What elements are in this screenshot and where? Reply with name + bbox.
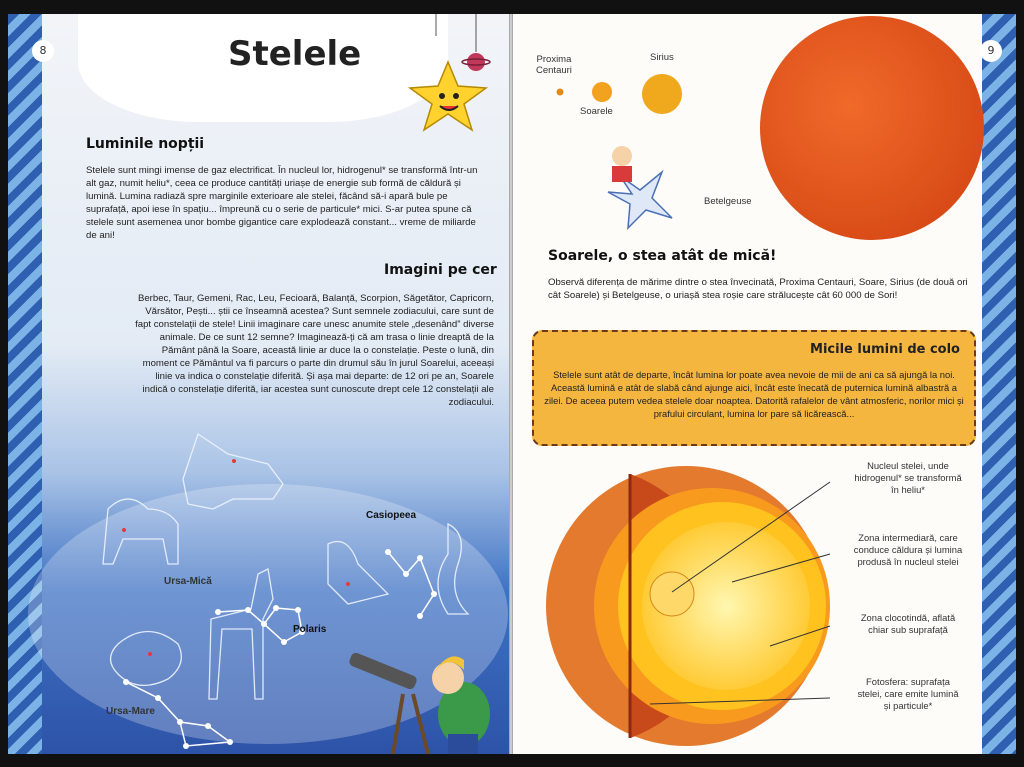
label-sirius: Sirius xyxy=(650,52,674,63)
page-number-left: 8 xyxy=(32,40,54,62)
page-title: Stelele xyxy=(228,34,362,74)
planet-icon xyxy=(467,53,485,71)
label-soarele: Soarele xyxy=(580,106,613,117)
heading-soarele-mica: Soarele, o stea atât de mică! xyxy=(548,248,777,264)
heading-imagini-pe-cer: Imagini pe cer xyxy=(384,262,497,278)
star-mascot-icon xyxy=(410,62,486,130)
left-page xyxy=(8,14,510,754)
moon-icon xyxy=(424,38,444,59)
proxima-centauri-star xyxy=(557,89,564,96)
label-polaris: Polaris xyxy=(293,624,327,635)
annotation-intermediate-zone: Zona intermediară, care conduce căldura și lumina produsă în nucleul stelei xyxy=(853,532,963,567)
label-ursa-mica: Ursa-Mică xyxy=(164,576,212,587)
label-ursa-mare: Ursa-Mare xyxy=(106,706,155,717)
paragraph-luminile-noptii: Stelele sunt mingi imense de gaz electrificat. În nucleul lor, hidrogenul* se transformă într-un alt gaz, numit heliu*, ceea ce produce cantități uriașe de energie sub formă de căldură și lumină. Lumina radiază spre marginile exterioare ale stelei, făcând să-i apară bule pe suprafață, apoi iese în spațiu... împreună cu o serie de particule* mici. S-ar putea spune că stelele sunt asemenea unor bombe gigantice care explodează constant... vreme de miliarde de ani! xyxy=(86,165,478,241)
sun-star xyxy=(592,82,612,102)
info-box-text: Stelele sunt atât de departe, încât lumina lor poate avea nevoie de mii de ani ca să ajungă la noi. Această lumină e atât de slabă când ajunge aici, încât este înecată de puternica lumină albastră a zilei. De aceea putem vedea stelele doar noaptea. Datorită rafalelor de vânt atmosferic, norilor mici și prafului circulant, lumina lor pare să licărească... xyxy=(544,369,964,419)
annotation-photosphere: Fotosfera: suprafața stelei, care emite lumină și particule* xyxy=(857,676,959,711)
info-box-title: Micile lumini de colo xyxy=(810,342,960,357)
paragraph-imagini-pe-cer: Berbec, Taur, Gemeni, Rac, Leu, Fecioară, Balanță, Scorpion, Săgetător, Capricorn, Vărsător, Pești... știi ce înseamnă acestea? Sunt semnele zodiacului, care sunt de fapt constelații de stele! Linii imaginare care unesc anumite stele „desenând” diverse animale. De ce sunt 12 semne? Imaginează-ți că am trasa o linie dreaptă de la Pământ până la Soare, această linie ar duce la o constelație. Peste o lună, din moment ce Pământul va fi parcurs o parte din drumul său în jurul Soarelui, aceeași linie va indica o constelație diferită. Și așa mai departe: de 12 ori pe an, Soarele indică o constelație diferită, iar acestea sunt cunoscute drept cele 12 constelații ale zodiacului. xyxy=(135,293,494,408)
info-box-micile-lumini xyxy=(532,330,976,446)
label-betelgeuse: Betelgeuse xyxy=(704,196,752,207)
heading-luminile-noptii: Luminile nopții xyxy=(86,136,205,152)
page-number-right: 9 xyxy=(980,40,1002,62)
annotation-convective-zone: Zona clocotindă, aflată chiar sub suprafață xyxy=(860,612,956,635)
book-spine xyxy=(509,14,513,754)
sun-cross-section-illustration xyxy=(546,466,830,746)
right-page xyxy=(512,14,1016,754)
label-proxima-centauri: Proxima Centauri xyxy=(536,54,572,76)
sirius-star xyxy=(642,74,682,114)
paragraph-soarele-mica: Observă diferența de mărime dintre o stea învecinată, Proxima Centauri, Soare, Sirius (de două ori cât Soarele) și Betelgeuse, o uriașă stea roșie care strălucește cât 60 000 de Sori! xyxy=(548,277,968,301)
annotation-nucleus: Nucleul stelei, unde hidrogenul* se transformă în heliu* xyxy=(854,460,962,495)
label-casiopeea: Casiopeea xyxy=(366,510,417,521)
betelgeuse-star xyxy=(760,16,984,240)
